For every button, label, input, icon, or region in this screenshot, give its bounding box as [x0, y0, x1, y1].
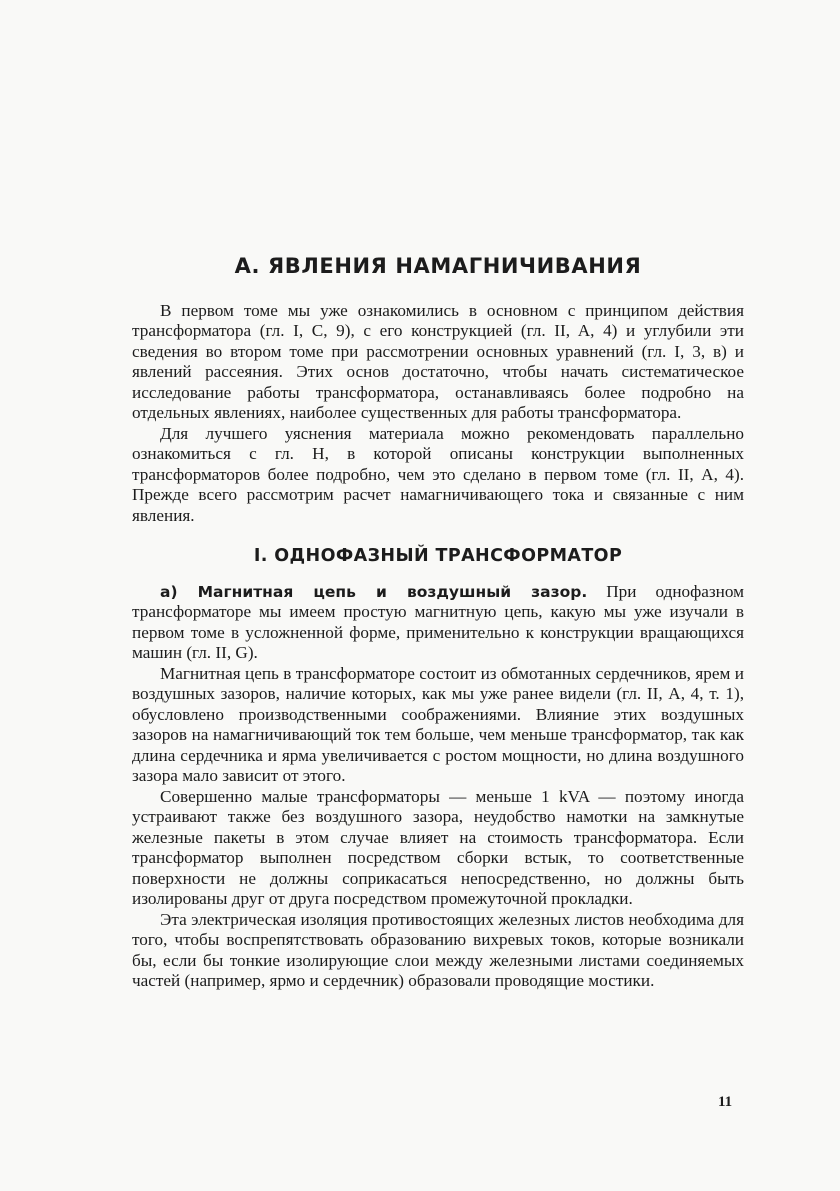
- paragraph: Эта электрическая изоляция противостоящих железных листов необходима для того, чтобы воспрепятствовать образованию вихревых токов, которые возникали бы, если бы тонкие изолирующие слои между железными листами соединяемых частей (например, ярмо и сердечник) образовали проводящие мостики.: [132, 909, 744, 990]
- paragraph: Совершенно малые трансформаторы — меньше 1 kVA — поэтому иногда устраивают также без воздушного зазора, неудобство намотки на замкнутые железные пакеты в этом случае влияет на стоимость трансформатора. Если трансформатор выполнен посредством сборки встык, то соответственные поверхности не должны соприкасаться непосредственно, но должны быть изолированы друг от друга посредством промежуточной прокладки.: [132, 786, 744, 908]
- paragraph: Для лучшего уяснения материала можно рекомендовать параллельно ознакомиться с гл. Н, в которой описаны конструкции выполненных трансформаторов более подробно, чем это сделано в первом томе (гл. II, А, 4). Прежде всего рассмотрим расчет намагничивающего тока и связанные с ним явления.: [132, 423, 744, 525]
- section-title: А. ЯВЛЕНИЯ НАМАГНИЧИВАНИЯ: [234, 254, 642, 278]
- paragraph: Магнитная цепь в трансформаторе состоит из обмотанных сердечников, ярем и воздушных зазоров, наличие которых, как мы уже ранее видели (гл. II, А, 4, т. 1), обусловлено производственными соображениями. Влияние этих воздушных зазоров на намагничивающий ток тем больше, чем меньше трансформатор, так как длина сердечника и ярма увеличивается с ростом мощности, но длина воздушного зазора мало зависит от этого.: [132, 663, 744, 785]
- paragraph-text: При однофазном трансформаторе мы имеем простую магнитную цепь, какую мы уже изучали в первом томе в усложненной форме, применительно к конструкции вращающихся машин (гл. II, G).: [132, 581, 745, 662]
- subsection-title: I. ОДНОФАЗНЫЙ ТРАНСФОРМАТОР: [253, 546, 623, 566]
- run-in-heading: а) Магнитная цепь и воздушный зазор.: [160, 582, 588, 601]
- page-number: 11: [718, 1094, 733, 1110]
- paragraph-with-run-in-heading: [132, 582, 744, 664]
- page-content: [132, 248, 744, 992]
- paragraph: В первом томе мы уже ознакомились в основном с принципом действия трансформатора (гл. I, С, 9), с его конструкцией (гл. II, A, 4) и углубили эти сведения во втором томе при рассмотрении основных уравнений (гл. I, 3, в) и явлений рассеяния. Этих основ достаточно, чтобы начать систематическое исследование работы трансформатора, останавливаясь более подробно на отдельных явлениях, наиболее существенных для работы трансформатора.: [132, 300, 744, 422]
